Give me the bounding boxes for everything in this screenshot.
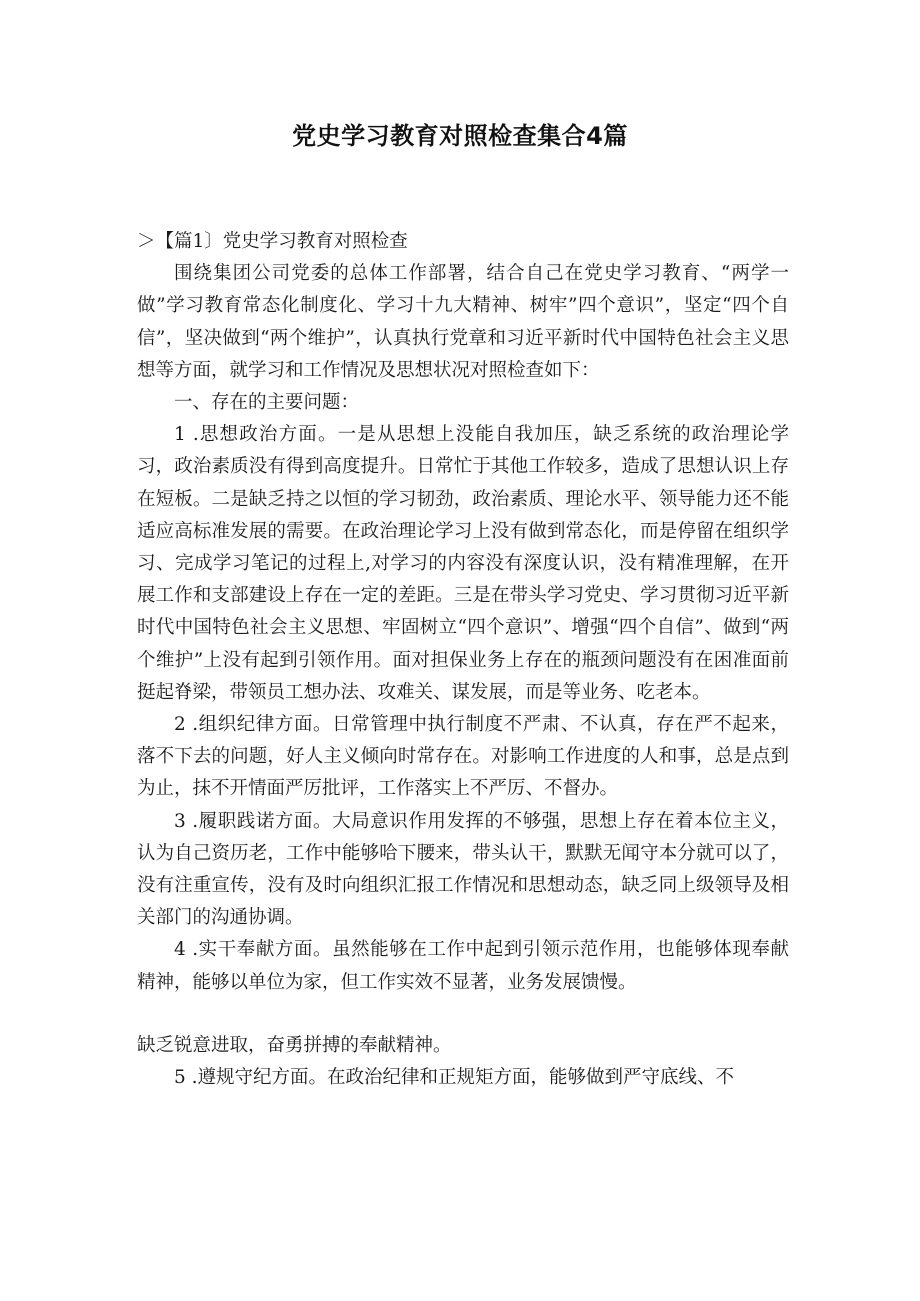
item-5-paragraph: 5 .遵规守纪方面。在政治纪律和正规矩方面，能够做到严守底线、不 (174, 1067, 735, 1089)
item-4-continuation: 缺乏锐意进取，奋勇拼搏的奉献精神。 (137, 1034, 452, 1056)
document-title: 党史学习教育对照检查集合4篇 (292, 122, 628, 150)
document-body (137, 226, 789, 1094)
item-2-paragraph: 2 .组织纪律方面。日常管理中执行制度不严肃、不认真，存在严不起来，落不下去的问题，好人主义倾向时常存在。对影响工作进度的人和事，总是点到为止，抹不开情面严厉批评，工作落实上不严厉、不督办。 (137, 714, 789, 800)
problems-heading: 一、存在的主要问题： (174, 392, 360, 414)
section-heading: ＞【篇1〕党史学习教育对照检查 (137, 231, 408, 252)
item-4-paragraph: 4 .实干奉献方面。虽然能够在工作中起到引领示范作用，也能够体现奉献精神，能够以单位为家，但工作实效不显著，业务发展馈慢。 (137, 939, 789, 993)
intro-paragraph: 围绕集团公司党委的总体工作部署，结合自己在党史学习教育、“两学一做”学习教育常态化制度化、学习十九大精神、树牢”四个意识”，坚定“四个自信”，坚决做到“两个维护”，认真执行党章和习近平新时代中国特色社会主义思想等方面，就学习和工作情况及思想状况对照检查如下： (137, 263, 789, 381)
item-3-paragraph: 3 .履职践诺方面。大局意识作用发挥的不够强，思想上存在着本位主义，认为自己资历老，工作中能够哈下腰来，带头认干，默默无闻守本分就可以了，没有注重宣传，没有及时向组织汇报工作情况和思想动态，缺乏同上级领导及相关部门的沟通协调。 (137, 810, 789, 929)
item-1-paragraph: 1 .思想政治方面。一是从思想上没能自我加压，缺乏系统的政治理论学习，政治素质没有得到高度提升。日常忙于其他工作较多，造成了思想认识上存在短板。二是缺乏持之以恒的学习韧劲，政治素质、理论水平、领导能力还不能适应高标准发展的需要。在政治理论学习上没有做到常态化，而是停留在组织学习、完成学习笔记的过程上,对学习的内容没有深度认识，没有精准理解，在开展工作和支部建设上存在一定的差距。三是在带头学习党史、学习贯彻习近平新时代中国特色社会主义思想、牢固树立“四个意识”、增强“四个自信”、做到“两个维护”上没有起到引领作用。面对担保业务上存在的瓶颈问题没有在困准面前挺起脊梁，带领员工想办法、攻难关、谋发展，而是等业务、吃老本。 (137, 424, 789, 703)
